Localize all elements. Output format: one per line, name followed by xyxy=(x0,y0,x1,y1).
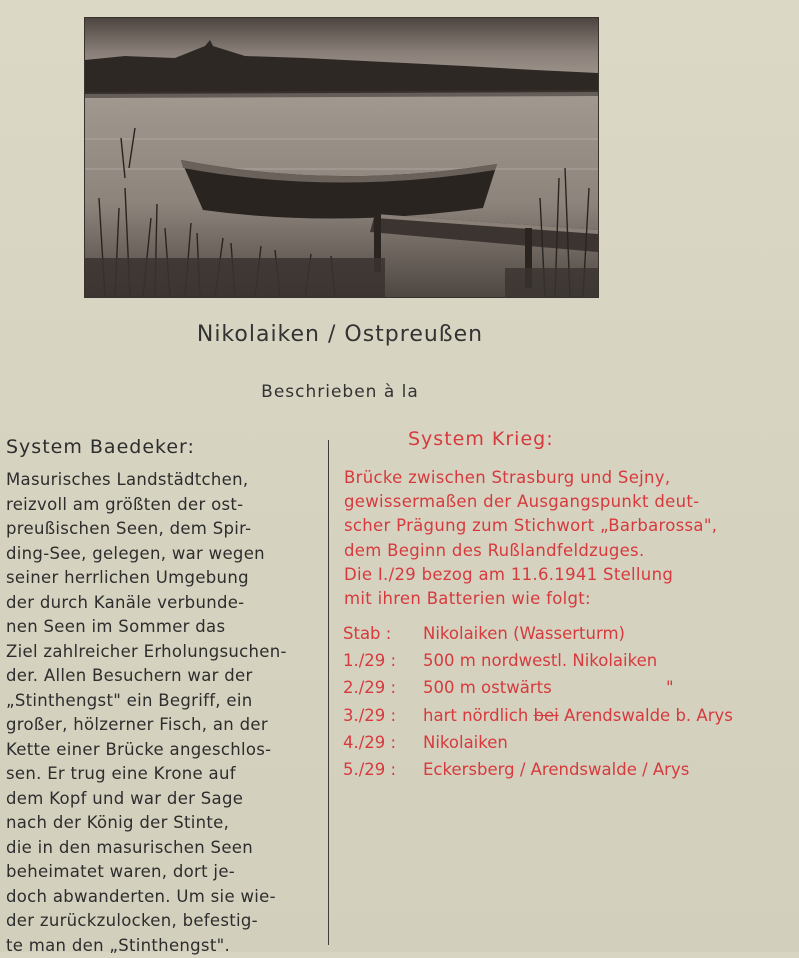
text-line: großer, hölzerner Fisch, an der xyxy=(6,713,287,738)
text-line: Ziel zahlreicher Erholungsuchen- xyxy=(6,640,287,665)
baedeker-text xyxy=(6,468,287,958)
boat-photo xyxy=(84,17,599,298)
position-row xyxy=(343,674,733,701)
unit-label: Stab : xyxy=(343,620,423,647)
text-line: nach der König der Stinte, xyxy=(6,811,287,836)
text-line: sen. Er trug eine Krone auf xyxy=(6,762,287,787)
unit-location xyxy=(423,702,733,729)
unit-label: 4./29 : xyxy=(343,729,423,756)
text-line: „Stinthengst" ein Begriff, ein xyxy=(6,689,287,714)
unit-location: Eckersberg / Arendswalde / Arys xyxy=(423,756,689,783)
text-line: ding-See, gelegen, war wegen xyxy=(6,542,287,567)
text-line: der. Allen Besuchern war der xyxy=(6,664,287,689)
text-line: beheimatet waren, dort je- xyxy=(6,860,287,885)
text-line: der durch Kanäle verbunde- xyxy=(6,591,287,616)
text-line: te man den „Stinthengst". xyxy=(6,934,287,958)
text-line: dem Kopf und war der Sage xyxy=(6,787,287,812)
text-line: reizvoll am größten der ost- xyxy=(6,493,287,518)
unit-label: 1./29 : xyxy=(343,647,423,674)
position-row xyxy=(343,756,733,783)
ditto-mark: " xyxy=(666,674,674,701)
text-line: Masurisches Landstädtchen, xyxy=(6,468,287,493)
location-part: hart nördlich xyxy=(423,706,534,725)
boat-photo-image xyxy=(85,18,598,297)
unit-location: Nikolaiken xyxy=(423,729,508,756)
unit-label: 3./29 : xyxy=(343,702,423,729)
position-row xyxy=(343,620,733,647)
battery-positions xyxy=(343,620,733,783)
text-line: Die I./29 bezog am 11.6.1941 Stellung xyxy=(344,563,717,587)
unit-label: 5./29 : xyxy=(343,756,423,783)
text-line: seiner herrlichen Umgebung xyxy=(6,566,287,591)
page-subtitle: Beschrieben à la xyxy=(0,382,680,402)
text-line: scher Prägung zum Stichwort „Barbarossa", xyxy=(344,514,717,538)
location-part: Arendswalde b. Arys xyxy=(559,706,733,725)
text-line: dem Beginn des Rußlandfeldzuges. xyxy=(344,539,717,563)
krieg-heading: System Krieg: xyxy=(408,428,554,450)
page-title: Nikolaiken / Ostpreußen xyxy=(0,322,680,347)
unit-label: 2./29 : xyxy=(343,674,423,701)
struck-word: bei xyxy=(534,706,559,725)
text-line: mit ihren Batterien wie folgt: xyxy=(344,587,717,611)
text-line: der zurückzulocken, befestig- xyxy=(6,909,287,934)
position-row xyxy=(343,647,733,674)
column-divider xyxy=(328,440,329,945)
krieg-text xyxy=(344,466,717,611)
text-line: nen Seen im Sommer das xyxy=(6,615,287,640)
position-row xyxy=(343,702,733,729)
unit-location: 500 m ostwärts xyxy=(423,674,552,701)
position-row xyxy=(343,729,733,756)
text-line: preußischen Seen, dem Spir- xyxy=(6,517,287,542)
text-line: Brücke zwischen Strasburg und Sejny, xyxy=(344,466,717,490)
text-line: gewissermaßen der Ausgangspunkt deut- xyxy=(344,490,717,514)
unit-location: Nikolaiken (Wasserturm) xyxy=(423,620,625,647)
baedeker-heading: System Baedeker: xyxy=(6,436,195,458)
text-line: die in den masurischen Seen xyxy=(6,836,287,861)
unit-location: 500 m nordwestl. Nikolaiken xyxy=(423,647,657,674)
text-line: Kette einer Brücke angeschlos- xyxy=(6,738,287,763)
text-line: doch abwanderten. Um sie wie- xyxy=(6,885,287,910)
